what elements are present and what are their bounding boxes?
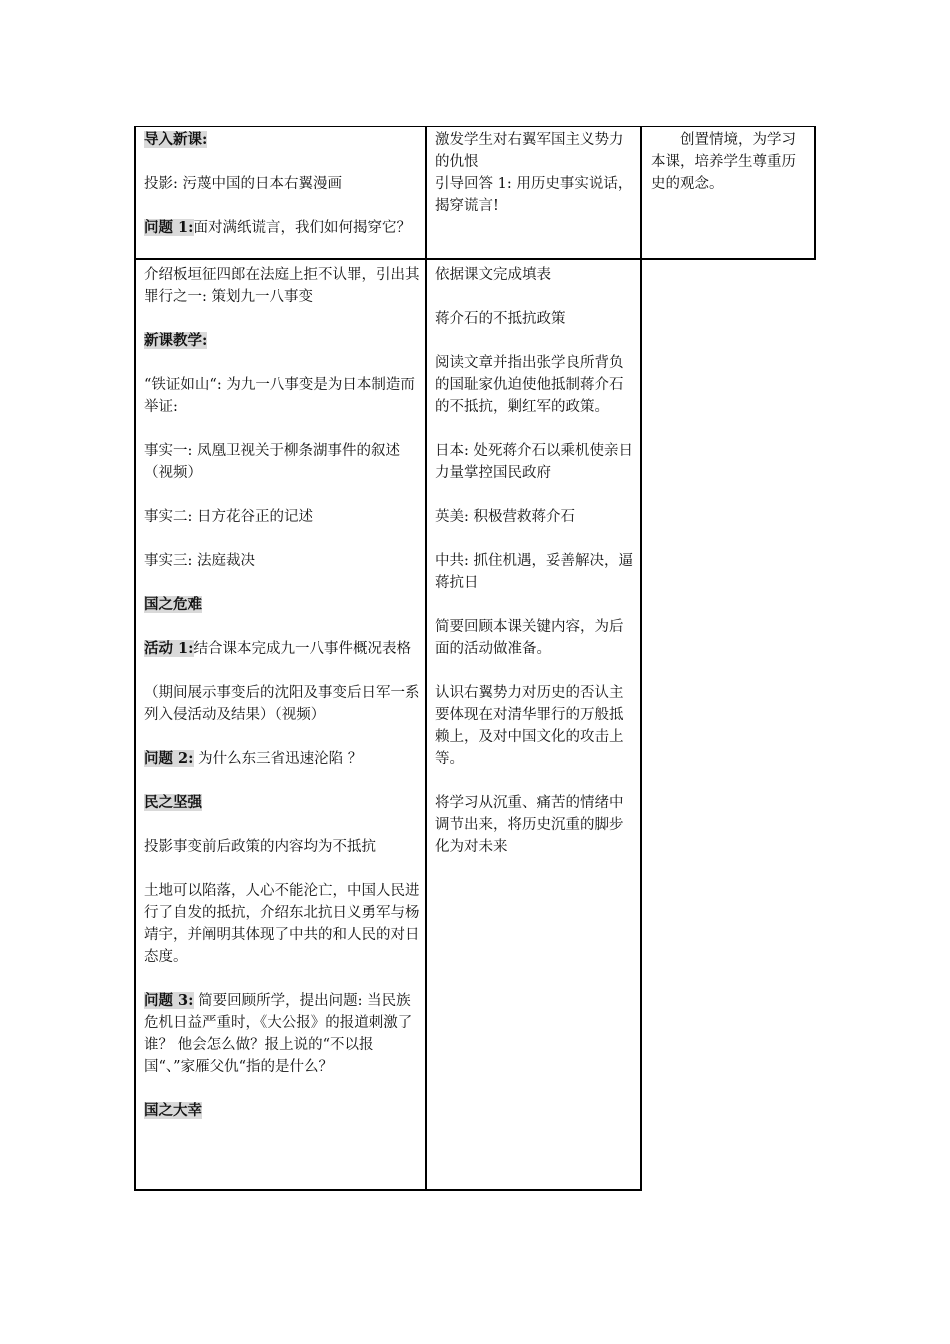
cell-paragraph	[435, 550, 635, 594]
cell-paragraph	[435, 173, 635, 217]
cell-paragraph	[144, 638, 420, 660]
section-heading: 国之危难	[144, 596, 202, 613]
paragraph-text: 阅读文章并指出张学良所背负的国耻家仇迫使他抵制蒋介石的不抵抗，剿红军的政策。	[435, 355, 624, 415]
cell-paragraph	[435, 616, 635, 660]
section-heading: 新课教学:	[144, 332, 208, 349]
section-heading: 问题 1:	[144, 219, 194, 236]
paragraph-text: 结合课本完成九一八事件概况表格	[193, 641, 411, 657]
paragraph-text: 蒋介石的不抵抗政策	[435, 311, 566, 327]
row2-student-activity-cell	[435, 264, 635, 858]
paragraph-text: 英美: 积极营救蒋介石	[435, 509, 575, 525]
section-heading: 民之坚强	[144, 794, 202, 811]
cell-paragraph	[435, 129, 635, 173]
paragraph-text: 面对满纸谎言，我们如何揭穿它？	[193, 220, 411, 236]
cell-paragraph	[144, 880, 420, 968]
cell-paragraph	[144, 550, 420, 572]
paragraph-text: 简要回顾所学，提出问题: 当民族危机日益严重时，《大公报》的报道刺激了谁？ 他会怎么做？报上说的“不以报国“、”家雁父仇“指的是什么？	[144, 993, 413, 1075]
cell-paragraph	[435, 352, 635, 418]
cell-paragraph	[144, 594, 420, 616]
table-column-divider-2	[640, 126, 642, 1191]
paragraph-text: 事实三: 法庭裁决	[144, 553, 255, 569]
row2-process-cell	[144, 264, 420, 1122]
paragraph-text: 事实一: 凤凰卫视关于柳条湖事件的叙述（视频）	[144, 443, 400, 481]
cell-paragraph	[144, 506, 420, 528]
paragraph-text: （期间展示事变后的沈阳及事变后日军一系列入侵活动及结果）（视频）	[144, 685, 420, 723]
cell-paragraph	[144, 264, 420, 308]
section-heading: 问题 2:	[144, 750, 194, 767]
cell-paragraph	[435, 682, 635, 770]
paragraph-text: 介绍板垣征四郎在法庭上拒不认罪，引出其罪行之一: 策划九一八事变	[144, 267, 420, 305]
cell-paragraph	[435, 440, 635, 484]
paragraph-text: 投影: 污蔑中国的日本右翼漫画	[144, 176, 342, 192]
cell-paragraph	[144, 440, 420, 484]
paragraph-text: 中共: 抓住机遇，妥善解决，逼蒋抗日	[435, 553, 633, 591]
row1-intent-cell	[651, 129, 807, 195]
table-row-divider	[135, 258, 816, 260]
cell-paragraph	[144, 173, 420, 195]
table-right-border	[814, 126, 816, 260]
paragraph-text: 引导回答 1: 用历史事实说话，揭穿谎言!	[435, 176, 633, 214]
section-heading: 问题 3:	[144, 992, 194, 1009]
cell-paragraph	[144, 330, 420, 352]
cell-paragraph	[144, 129, 420, 151]
table-bottom-border	[135, 1189, 642, 1191]
cell-paragraph	[144, 1100, 420, 1122]
cell-paragraph	[435, 792, 635, 858]
cell-paragraph	[144, 374, 420, 418]
cell-paragraph	[435, 506, 635, 528]
table-left-border	[134, 126, 136, 1191]
cell-paragraph	[144, 682, 420, 726]
cell-paragraph	[144, 836, 420, 858]
paragraph-text: 日本: 处死蒋介石以乘机使亲日力量掌控国民政府	[435, 443, 633, 481]
cell-paragraph	[144, 792, 420, 814]
paragraph-text: 创置情境，为学习本课，培养学生尊重历史的观念。	[651, 132, 796, 192]
table-column-divider-1	[425, 126, 427, 1191]
paragraph-text: 激发学生对右翼军国主义势力的仇恨	[435, 132, 624, 170]
section-heading: 活动 1:	[144, 640, 194, 657]
paragraph-text: 依据课文完成填表	[435, 267, 551, 283]
paragraph-text: 为什么东三省迅速沦陷 ？	[193, 751, 363, 767]
cell-paragraph	[144, 217, 420, 239]
paragraph-text: 将学习从沉重、痛苦的情绪中调节出来，将历史沉重的脚步化为对未来	[435, 795, 624, 855]
cell-paragraph	[435, 264, 635, 286]
section-heading: 导入新课:	[144, 131, 208, 148]
paragraph-text: 土地可以陷落，人心不能沦亡，中国人民进行了自发的抵抗，介绍东北抗日义勇军与杨靖宇，并阐明其体现了中共的和人民的对日态度。	[144, 883, 420, 965]
paragraph-text: 简要回顾本课关键内容，为后面的活动做准备。	[435, 619, 624, 657]
section-heading: 国之大幸	[144, 1102, 202, 1119]
paragraph-text: 事实二: 日方花谷正的记述	[144, 509, 313, 525]
cell-paragraph	[144, 748, 420, 770]
cell-paragraph	[651, 129, 807, 195]
paragraph-text: 投影事变前后政策的内容均为不抵抗	[144, 839, 376, 855]
cell-paragraph	[144, 990, 420, 1078]
table-top-border	[135, 126, 816, 127]
row1-process-cell	[144, 129, 420, 239]
row1-student-activity-cell	[435, 129, 635, 217]
paragraph-text: “铁证如山“: 为九一八事变是为日本制造而举证:	[144, 377, 415, 415]
cell-paragraph	[435, 308, 635, 330]
paragraph-text: 认识右翼势力对历史的否认主要体现在对清华罪行的万般抵赖上，及对中国文化的攻击上等。	[435, 685, 624, 767]
